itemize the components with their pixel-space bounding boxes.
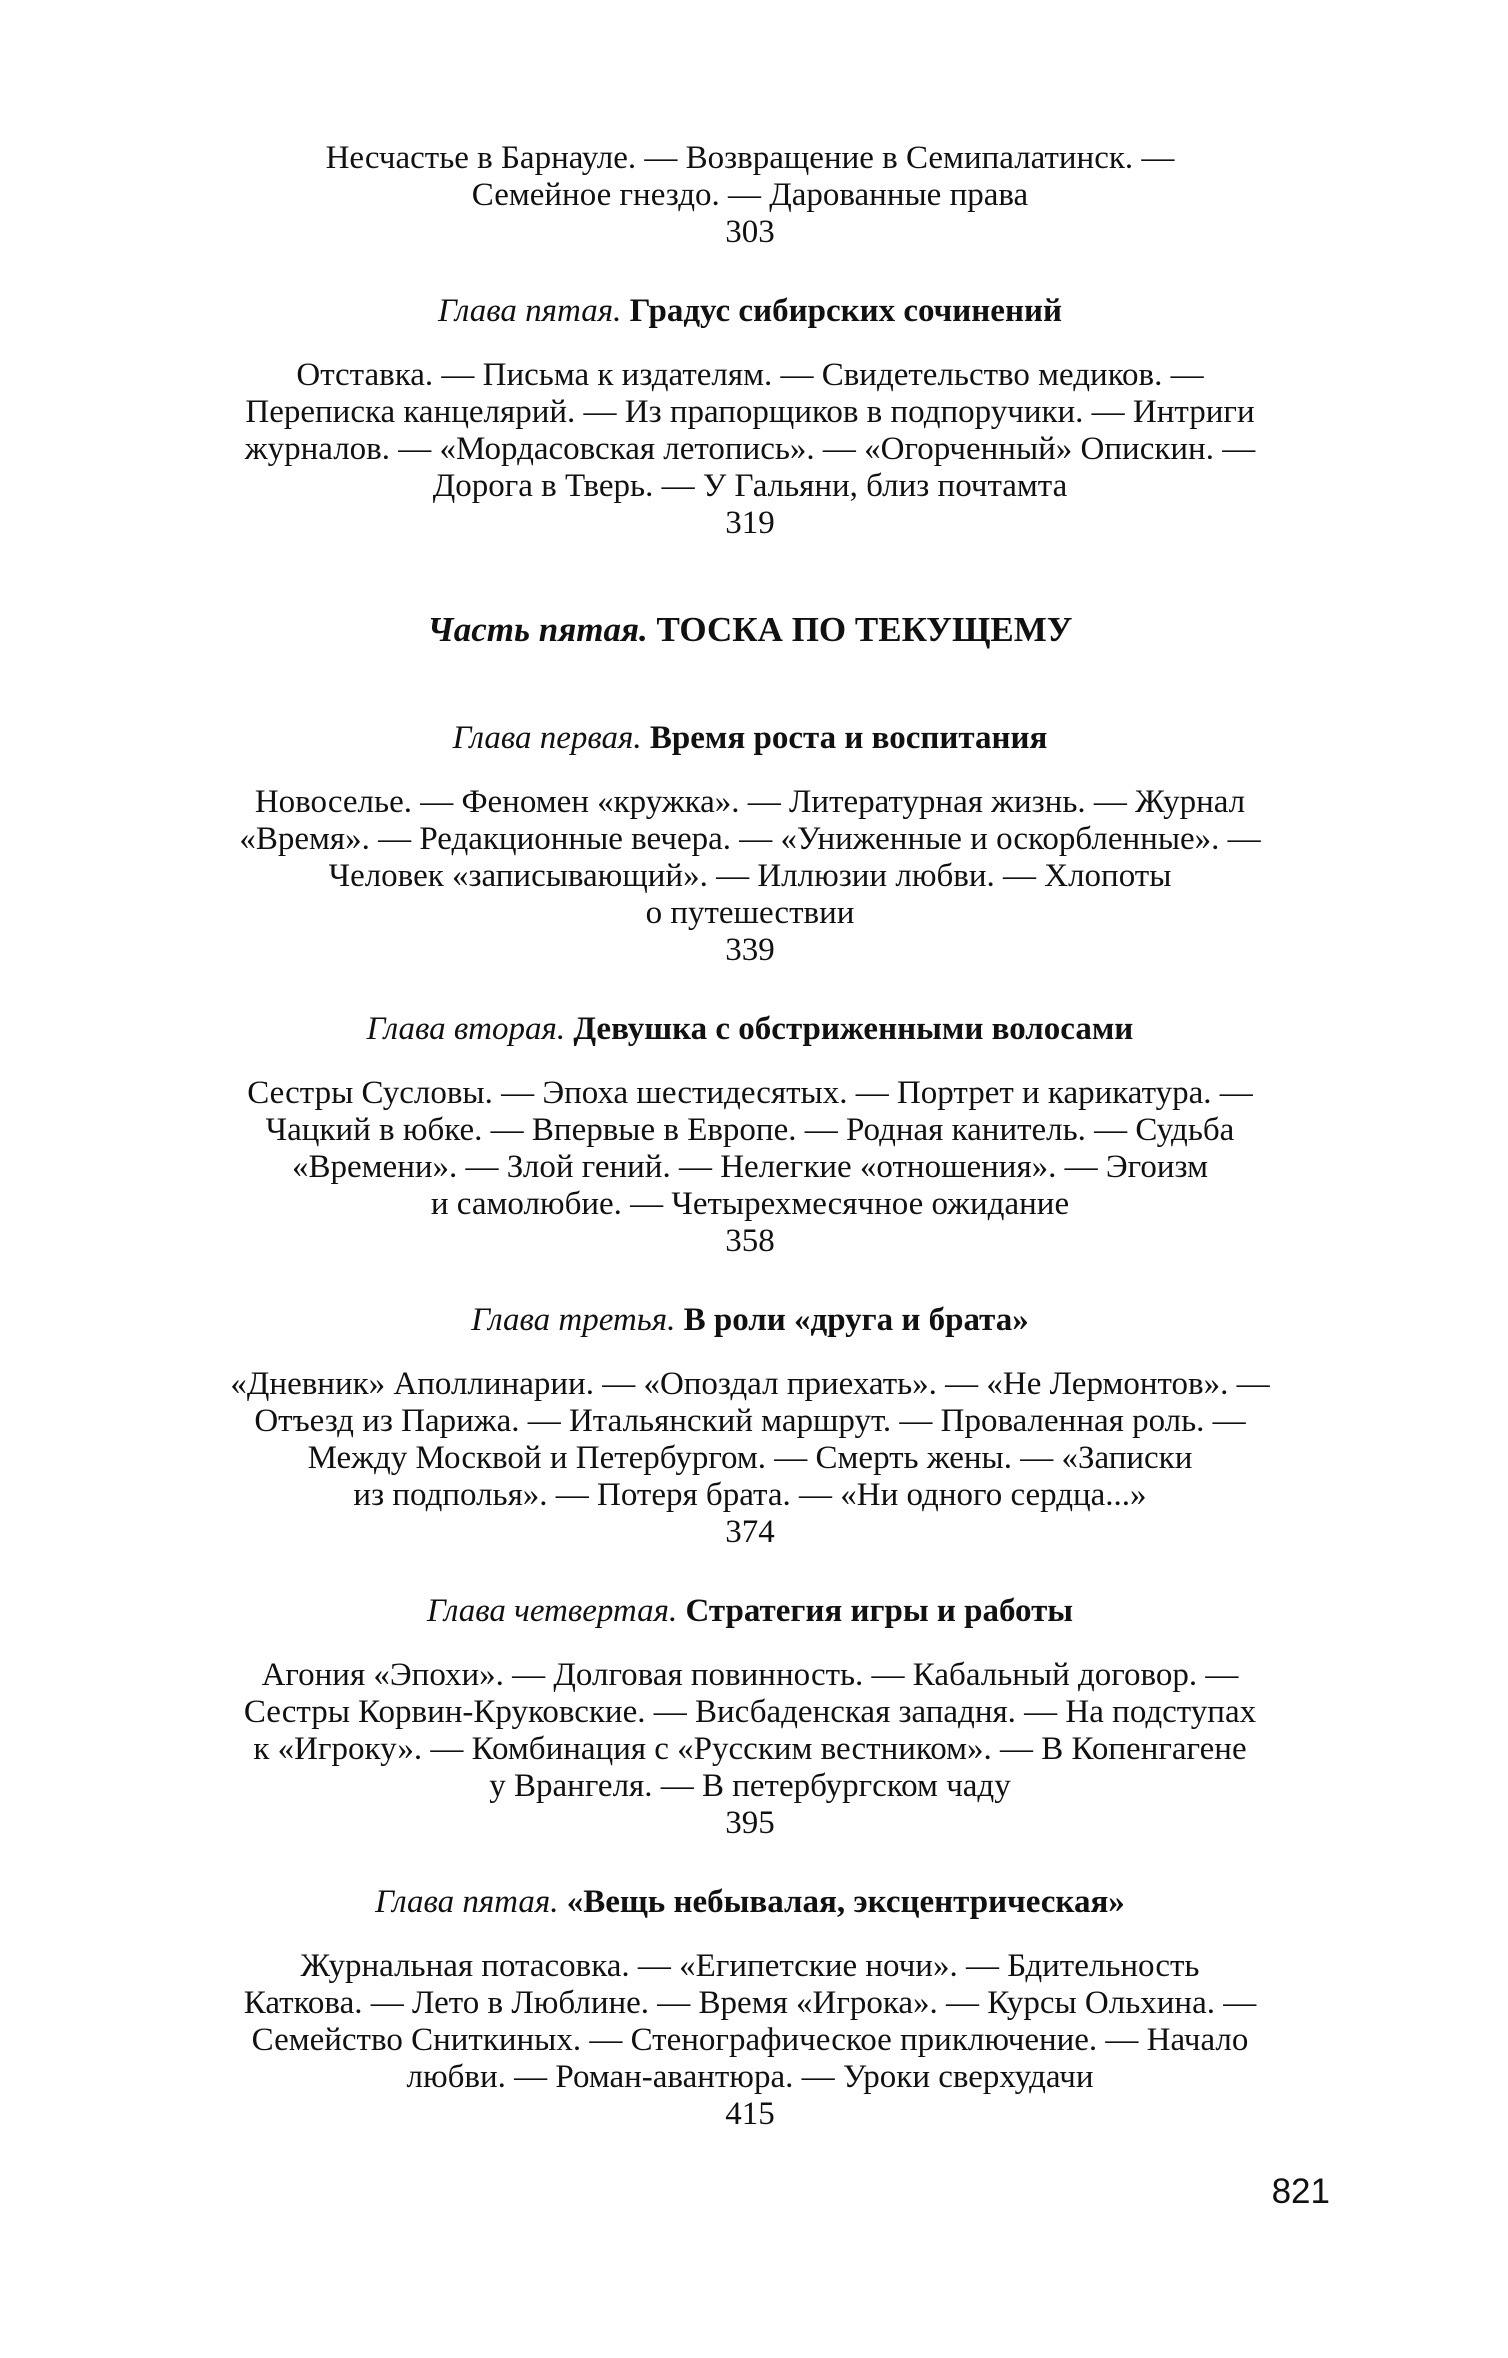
toc-entry-line: Агония «Эпохи». — Долговая повинность. — Кабальный договор. —: [261, 1657, 1239, 1693]
toc-entry-summary: [160, 784, 1340, 969]
toc-entry-line: Человек «записывающий». — Иллюзии любви. — Хлопоты: [328, 858, 1172, 894]
toc-page-number: 319: [725, 505, 775, 541]
part-label: Часть пятая.: [427, 610, 648, 649]
toc-entry-summary: [160, 1657, 1340, 1842]
chapter-heading: [160, 291, 1340, 331]
chapter-heading: [160, 1882, 1340, 1922]
toc-entry-line: Журнальная потасовка. — «Египетские ночи». — Бдительность: [300, 1948, 1200, 1984]
toc-page-number: 358: [725, 1223, 775, 1259]
toc-page-number: 415: [725, 2096, 775, 2132]
chapter-title: Девушка с обстриженными волосами: [573, 1011, 1134, 1047]
chapter-title: «Вещь небывалая, эксцентрическая»: [566, 1884, 1125, 1920]
toc-entry-line: Несчастье в Барнауле. — Возвращение в Семипалатинск. —: [325, 140, 1175, 176]
chapter-title: В роли «друга и брата»: [683, 1302, 1029, 1338]
toc-entry-line: Семейство Сниткиных. — Стенографическое приключение. — Начало: [251, 2022, 1249, 2058]
toc-entry-line: о путешествии: [645, 895, 855, 931]
chapter-heading: [160, 1009, 1340, 1049]
toc-entry-line: Чацкий в юбке. — Впервые в Европе. — Родная канитель. — Судьба: [265, 1112, 1235, 1148]
part-heading: [160, 610, 1340, 650]
chapter-title: Стратегия игры и работы: [685, 1593, 1074, 1629]
chapter-label: Глава вторая.: [366, 1011, 566, 1047]
chapter-label: Глава пятая.: [375, 1884, 559, 1920]
chapter-label: Глава третья.: [471, 1302, 676, 1338]
chapter-title: Время роста и воспитания: [649, 720, 1048, 756]
toc-entry-line: и самолюбие. — Четырехмесячное ожидание: [430, 1186, 1070, 1222]
chapter-title: Градус сибирских сочинений: [629, 293, 1062, 329]
toc-entry-line: Новоселье. — Феномен «кружка». — Литературная жизнь. — Журнал: [254, 784, 1246, 820]
toc-entry-line: Каткова. — Лето в Люблине. — Время «Игрока». — Курсы Ольхина. —: [243, 1985, 1257, 2021]
toc-entry-summary: [160, 357, 1340, 542]
chapter-heading: [160, 718, 1340, 758]
toc-entry-line: Между Москвой и Петербургом. — Смерть жены. — «Записки: [307, 1440, 1193, 1476]
toc-entry-intro: [160, 140, 1340, 251]
chapter-heading: [160, 1300, 1340, 1340]
chapter-label: Глава первая.: [452, 720, 642, 756]
part-title: ТОСКА ПО ТЕКУЩЕМУ: [656, 610, 1073, 649]
toc-entry-line: из подполья». — Потеря брата. — «Ни одного сердца...»: [353, 1477, 1147, 1513]
toc-entry-line: к «Игроку». — Комбинация с «Русским вестником». — В Копенгагене: [253, 1731, 1247, 1767]
toc-entry-line: «Дневник» Аполлинарии. — «Опоздал приехать». — «Не Лермонтов». —: [230, 1366, 1270, 1402]
chapter-heading: [160, 1591, 1340, 1631]
toc-page-number: 374: [725, 1514, 775, 1550]
toc-entry-line: журналов. — «Мордасовская летопись». — «Огорченный» Опискин. —: [244, 431, 1256, 467]
toc-entry-line: Сестры Сусловы. — Эпоха шестидесятых. — Портрет и карикатура. —: [247, 1075, 1253, 1111]
toc-page-number: 303: [725, 214, 775, 250]
folio-page-number: 821: [1271, 2172, 1330, 2211]
toc-entry-line: Семейное гнездо. — Дарованные права: [471, 177, 1029, 213]
toc-entry-summary: [160, 1366, 1340, 1551]
toc-entry-line: Отставка. — Письма к издателям. — Свидетельство медиков. —: [296, 357, 1204, 393]
toc-entry-line: Дорога в Тверь. — У Гальяни, близ почтамта: [432, 468, 1068, 504]
toc-page-number: 339: [725, 932, 775, 968]
toc-entry-line: Отъезд из Парижа. — Итальянский маршрут. — Проваленная роль. —: [254, 1403, 1246, 1439]
toc-entry-line: «Времени». — Злой гений. — Нелегкие «отношения». — Эгоизм: [292, 1149, 1208, 1185]
toc-entry-line: у Врангеля. — В петербургском чаду: [489, 1768, 1011, 1804]
toc-page-number: 395: [725, 1805, 775, 1841]
toc-entry-summary: [160, 1075, 1340, 1260]
toc-entry-line: любви. — Роман-авантюра. — Уроки сверхудачи: [406, 2059, 1094, 2095]
toc-entry-line: Сестры Корвин-Круковские. — Висбаденская западня. — На подступах: [243, 1694, 1257, 1730]
toc-entry-line: Переписка канцелярий. — Из прапорщиков в подпоручики. — Интриги: [245, 394, 1255, 430]
toc-entry-summary: [160, 1948, 1340, 2133]
chapter-label: Глава пятая.: [438, 293, 622, 329]
chapter-label: Глава четвертая.: [426, 1593, 678, 1629]
toc-entry-line: «Время». — Редакционные вечера. — «Униженные и оскорбленные». —: [239, 821, 1261, 857]
table-of-contents-page: [160, 140, 1340, 2133]
